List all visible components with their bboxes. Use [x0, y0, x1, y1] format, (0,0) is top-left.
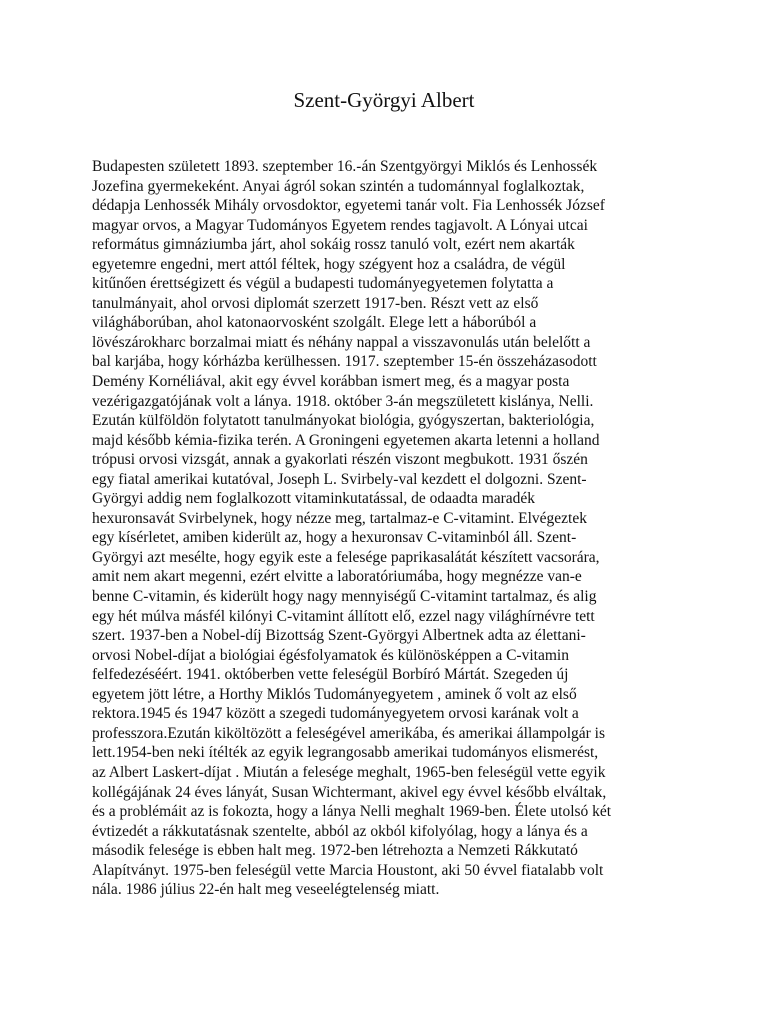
body-line: és a problémáit az is fokozta, hogy a lánya Nelli meghalt 1969-ben. Élete utolsó két	[92, 803, 612, 821]
body-line: kollégájának 24 éves lányát, Susan Wichtermant, akivel egy évvel később elváltak,	[92, 783, 607, 801]
body-line: Budapesten született 1893. szeptember 16.-án Szentgyörgyi Miklós és Lenhossék	[92, 158, 598, 175]
body-line: rektora.1945 és 1947 között a szegedi tudományegyetem orvosi karának volt a	[92, 705, 579, 723]
body-line: szert. 1937-ben a Nobel-díj Bizottság Szent-Györgyi Albertnek adta az élettani-	[92, 627, 586, 645]
body-line: Alapítványt. 1975-ben feleségül vette Marcia Houstont, aki 50 évvel fiatalabb volt	[92, 861, 604, 879]
body-line: majd később kémia-fizika terén. A Groningeni egyetemen akarta letenni a holland	[92, 431, 600, 449]
body-line: trópusi orvosi vizsgát, annak a gyakorlati részén viszont megbukott. 1931 őszén	[92, 451, 588, 469]
body-line: nála. 1986 július 22-én halt meg veseelégtelenség miatt.	[92, 881, 440, 899]
body-line: Ezután külföldön folytatott tanulmányokat biológia, gyógyszertan, bakteriológia,	[92, 412, 595, 430]
body-line: második felesége is ebben halt meg. 1972-ben létrehozta a Nemzeti Rákkutató	[92, 842, 578, 860]
body-line: orvosi Nobel-díjat a biológiai égésfolyamatok és különösképpen a C-vitamin	[92, 646, 569, 664]
body-line: egy hét múlva másfél kilónyi C-vitamint állított elő, ezzel nagy világhírnévre tett	[92, 607, 595, 625]
body-line: Demény Kornéliával, akit egy évvel korábban ismert meg, és a magyar posta	[92, 373, 570, 391]
body-line: lövészárokharc borzalmai miatt és néhány nappal a visszavonulás után belelőtt a	[92, 333, 591, 351]
body-line: bal karjába, hogy kórházba kerülhessen. 1917. szeptember 15-én összeházasodott	[92, 353, 597, 371]
body-line: professzora.Ezután kiköltözött a feleségével amerikába, és amerikai állampolgár is	[92, 724, 606, 742]
body-line: egyetemre engedni, mert attól féltek, hogy szégyent hoz a családra, de végül	[92, 255, 566, 273]
document-body	[92, 157, 692, 900]
body-line: hexuronsavát Svirbelynek, hogy nézze meg, tartalmaz-e C-vitamint. Elvégeztek	[92, 509, 587, 527]
body-line: Györgyi azt mesélte, hogy egyik este a felesége paprikasalátát készített vacsorára,	[92, 548, 600, 566]
body-line: világháborúban, ahol katonaorvosként szolgált. Elege lett a háborúból a	[92, 314, 537, 332]
body-line: dédapja Lenhossék Mihály orvosdoktor, egyetemi tanár volt. Fia Lenhossék József	[92, 197, 605, 215]
body-line: Jozefina gyermekeként. Anyai ágról sokan szintén a tudománnyal foglalkoztak,	[92, 177, 585, 195]
body-line: tanulmányait, ahol orvosi diplomát szerzett 1917-ben. Részt vett az első	[92, 294, 539, 312]
body-line: évtizedét a rákkutatásnak szentelte, abból az okból kifolyólag, hogy a lánya és a	[92, 822, 588, 840]
body-line: az Albert Laskert-díjat . Miután a felesége meghalt, 1965-ben feleségül vette egyik	[92, 763, 606, 781]
body-line: lett.1954-ben neki ítélték az egyik legrangosabb amerikai tudományos elismerést,	[92, 744, 599, 762]
body-line: vezérigazgatójának volt a lánya. 1918. október 3-án megszületett kislánya, Nelli.	[92, 392, 594, 410]
document-title: Szent-Györgyi Albert	[293, 88, 475, 112]
body-line: egyetem jött létre, a Horthy Miklós Tudományegyetem , aminek ő volt az első	[92, 685, 577, 703]
body-line: felfedezéséért. 1941. októberben vette feleségül Borbíró Mártát. Szegeden új	[92, 666, 569, 684]
body-line: benne C-vitamin, és kiderült hogy nagy mennyiségű C-vitamint tartalmaz, és alig	[92, 588, 597, 606]
body-line: kitűnően érettségizett és végül a budapesti tudományegyetemen folytatta a	[92, 275, 554, 293]
body-line: egy kísérletet, amiben kiderült az, hogy a hexuronsav C-vitaminból áll. Szent-	[92, 529, 577, 547]
body-line: Györgyi addig nem foglalkozott vitaminkutatással, de odaadta maradék	[92, 490, 536, 508]
body-line: református gimnáziumba járt, ahol sokáig rossz tanuló volt, ezért nem akarták	[92, 236, 575, 254]
body-line: amit nem akart megenni, ezért elvitte a laboratóriumába, hogy megnézze van-e	[92, 568, 582, 586]
body-line: magyar orvos, a Magyar Tudományos Egyetem rendes tagjavolt. A Lónyai utcai	[92, 216, 588, 234]
body-line: egy fiatal amerikai kutatóval, Joseph L. Svirbely-val kezdett el dolgozni. Szent-	[92, 470, 587, 488]
